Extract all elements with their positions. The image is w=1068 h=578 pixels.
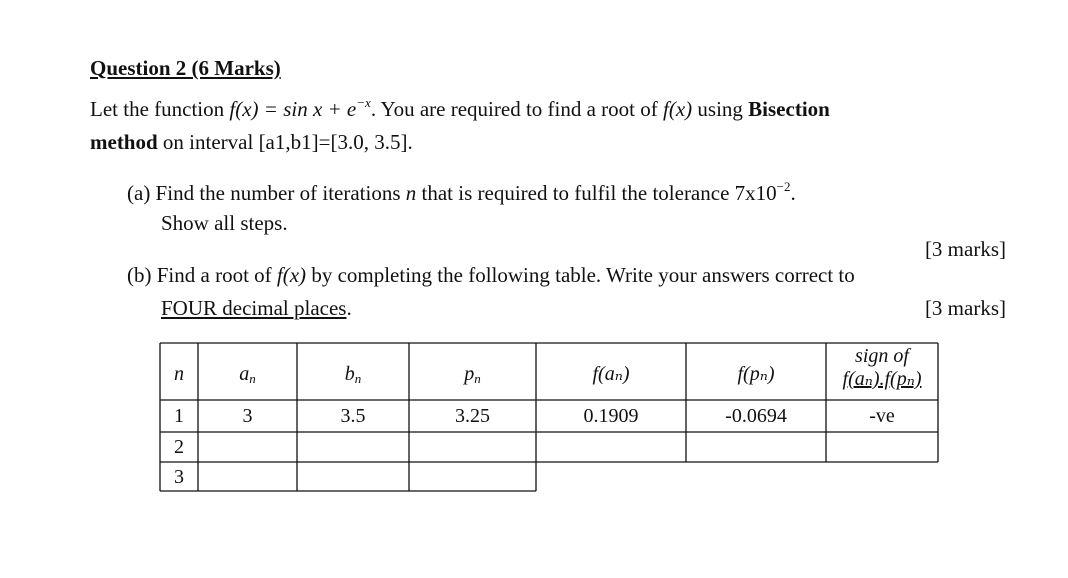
intro-mid: . You are required to find a root of [370, 97, 658, 121]
header-a-base: a [239, 363, 250, 385]
part-a-line-2: Show all steps. [161, 211, 288, 235]
header-f-a: f(aₙ) [592, 363, 630, 385]
part-a-prefix: (a) Find the number of iterations [127, 181, 401, 205]
header-sign-line-2: f(aₙ).f(pₙ) [842, 368, 922, 390]
header-sign [826, 345, 938, 391]
row-1-fp: -0.0694 [725, 405, 787, 427]
tolerance-base: 7x10 [734, 181, 777, 205]
intro-prefix: Let the function [90, 97, 225, 121]
part-b-fx: f(x) [276, 263, 307, 287]
header-p [409, 361, 536, 387]
part-b-prefix: (b) Find a root of [127, 263, 272, 287]
part-b-suffix: by completing the following table. Write your answers correct to [311, 263, 855, 287]
header-b [297, 361, 409, 387]
row-2-n: 2 [174, 436, 184, 458]
part-b-underlined: FOUR decimal places [161, 296, 347, 320]
row-1-sign: -ve [869, 405, 895, 427]
part-a-suffix: that is required to fulfil the tolerance [421, 181, 730, 205]
part-b-marks: [3 marks] [924, 296, 1006, 320]
method-name-1: Bisection [748, 97, 830, 121]
part-a-marks: [3 marks] [924, 237, 1006, 261]
header-p-base: p [464, 363, 475, 385]
question-title: Question 2 (6 Marks) [90, 56, 281, 80]
row-1-p: 3.25 [455, 405, 490, 427]
row-1-n: 1 [174, 405, 184, 427]
header-a [198, 361, 297, 387]
row-1-a: 3 [242, 405, 253, 427]
header-n: n [174, 363, 184, 385]
header-a-sub: n [249, 371, 256, 386]
part-b-period: . [346, 296, 352, 320]
row-1-b: 3.5 [340, 405, 366, 427]
header-p-sub: n [474, 371, 481, 386]
part-a-n: n [405, 181, 417, 205]
function-text: f(x) = sin x + e [229, 97, 357, 121]
method-name-2: method [90, 130, 158, 154]
header-f-p: f(pₙ) [737, 363, 775, 385]
row-1-fa: 0.1909 [583, 405, 639, 427]
tolerance-end: . [790, 181, 796, 205]
intro-fx: f(x) [663, 97, 693, 121]
function-exponent: −x [356, 95, 371, 110]
interval-label: on interval [162, 130, 254, 154]
intro-using: using [697, 97, 743, 121]
interval-value: [a1,b1]=[3.0, 3.5]. [258, 130, 413, 154]
header-b-sub: n [354, 371, 362, 386]
header-sign-line-1: sign of [855, 345, 909, 367]
tolerance-exponent: −2 [776, 179, 791, 194]
row-3-n: 3 [174, 466, 184, 488]
header-b-base: b [344, 363, 355, 385]
